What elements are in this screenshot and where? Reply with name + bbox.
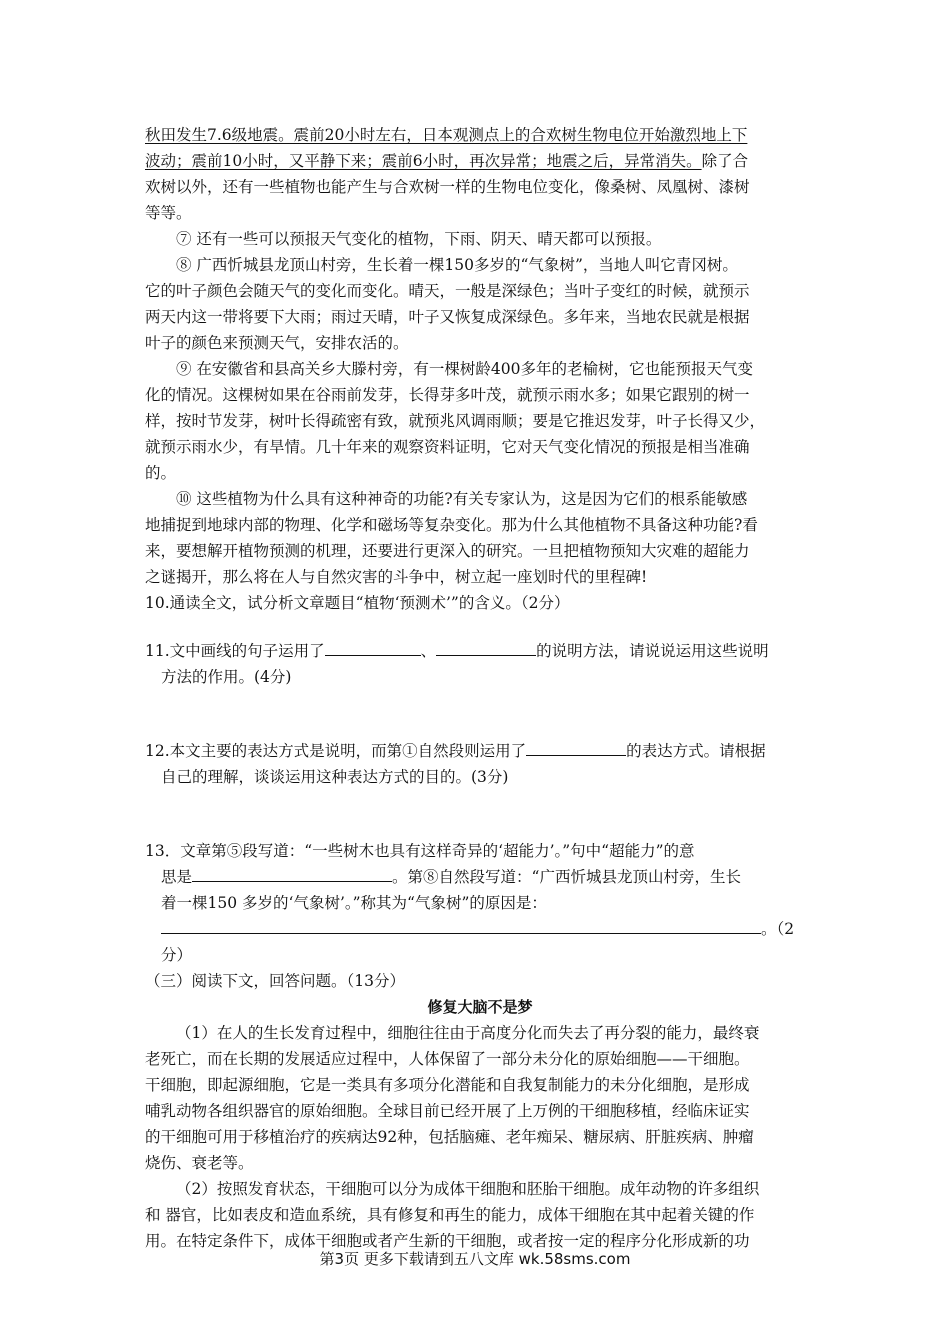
question-12-text-a: 12.本文主要的表达方式是说明，而第①自然段则运用了 [145, 742, 527, 760]
question-12-line-1 [145, 738, 815, 764]
question-12 [145, 738, 815, 790]
question-12-text-b: 的表达方式。请根据 [626, 742, 766, 760]
answer-space-10[interactable] [145, 616, 815, 638]
paragraph-8-line-4: 叶子的颜色来预测天气，安排农活的。 [145, 334, 409, 352]
question-13-end: 。（2 [761, 920, 795, 938]
answer-blank-12[interactable] [526, 738, 626, 756]
article-p1-line-5: 的干细胞可用于移植治疗的疾病达92种，包括脑瘫、老年痴呆、糖尿病、肝脏疾病、肿瘤 [145, 1128, 754, 1146]
question-11-line-1 [145, 638, 815, 664]
question-11-separator: 、 [420, 642, 437, 660]
question-10: 10.通读全文，试分析文章题目“植物‘预测术’”的含义。（2分） [145, 594, 570, 612]
question-12-line-2: 自己的理解，谈谈运用这种表达方式的目的。(3分) [161, 768, 509, 786]
question-13-line-5: 分） [161, 946, 193, 964]
paragraph-9-line-1: ⑨ 在安徽省和县高关乡大滕村旁，有一棵树龄400多年的老榆树，它也能预报天气变 [176, 360, 754, 378]
paragraph-6 [145, 122, 815, 226]
section-3-heading: （三）阅读下文，回答问题。（13分） [145, 972, 405, 990]
paragraph-8 [145, 252, 815, 356]
article-p1-line-2: 老死亡，而在长期的发展适应过程中，人体保留了一部分未分化的原始细胞——干细胞。 [145, 1050, 750, 1068]
article-title: 修复大脑不是梦 [427, 998, 533, 1016]
paragraph-9-line-3: 样，按时节发芽，树叶长得疏密有致，就预兆风调雨顺；要是它推迟发芽，叶子长得又少， [145, 412, 766, 430]
paragraph-8-line-2: 它的叶子颜色会随天气的变化而变化。晴天，一般是深绿色；当叶子变红的时候，就预示 [145, 282, 750, 300]
answer-space-12[interactable] [145, 790, 815, 838]
underlined-sentence-end: 波动；震前10小时，又平静下来；震前6小时，再次异常；地震之后，异常消失。 [145, 152, 702, 170]
question-11-text-b: 的说明方法，请说说运用这些说明 [536, 642, 769, 660]
question-13-line-3: 着一棵150 多岁的‘气象树’。”称其为“气象树”的原因是： [161, 894, 547, 912]
paragraph-7-line-1: ⑦ 还有一些可以预报天气变化的植物，下雨、阴天、晴天都可以预报。 [176, 230, 662, 248]
question-13-text-b: 。第⑧自然段写道：“广西忻城县龙顶山村旁，生长 [392, 868, 741, 886]
underlined-sentence-start: 秋田发生7.6级地震。震前20小时左右，日本观测点上的合欢树生物电位开始激烈地上下 [145, 126, 748, 144]
paragraph-9-line-5: 的。 [145, 464, 177, 482]
answer-space-11[interactable] [145, 690, 815, 738]
question-11-line-2: 方法的作用。(4分) [161, 668, 292, 686]
paragraph-8-line-3: 两天内这一带将要下大雨；雨过天晴，叶子又恢复成深绿色。多年来，当地农民就是根据 [145, 308, 750, 326]
paragraph-10 [145, 486, 815, 590]
article-p1-line-6: 烧伤、衰老等。 [145, 1154, 254, 1172]
paragraph-7 [145, 226, 815, 252]
article-p2-line-2: 和 器官，比如表皮和造血系统，具有修复和再生的能力，成体干细胞在其中起着关键的作 [145, 1206, 755, 1224]
question-13-line-4 [145, 916, 815, 942]
question-13-line-1: 13．文章第⑤段写道：“一些树木也具有这样奇异的‘超能力’。”句中“超能力”的意 [145, 842, 695, 860]
question-11 [145, 638, 815, 690]
question-11-text-a: 11.文中画线的句子运用了 [145, 642, 325, 660]
article-p2-line-1: （2）按照发育状态，干细胞可以分为成体干细胞和胚胎干细胞。成年动物的许多组织 [176, 1180, 760, 1198]
paragraph-9-line-4: 就预示雨水少，有旱情。几十年来的观察资料证明，它对天气变化情况的预报是相当准确 [145, 438, 750, 456]
paragraph-9-line-2: 化的情况。这棵树如果在谷雨前发芽，长得芽多叶茂，就预示雨水多；如果它跟别的树一 [145, 386, 750, 404]
answer-blank-13b[interactable] [161, 916, 761, 934]
answer-blank-11a[interactable] [325, 638, 421, 656]
paragraph-10-line-3: 来，要想解开植物预测的机理，还要进行更深入的研究。一旦把植物预知大灾难的超能力 [145, 542, 750, 560]
answer-blank-13a[interactable] [192, 864, 392, 882]
paragraph-10-line-2: 地捕捉到地球内部的物理、化学和磁场等复杂变化。那为什么其他植物不具备这种功能?看 [145, 516, 758, 534]
answer-blank-11b[interactable] [436, 638, 536, 656]
paragraph-6-line-3: 欢树以外，还有一些植物也能产生与合欢树一样的生物电位变化，像桑树、凤凰树、漆树 [145, 178, 750, 196]
article-p1-line-3: 干细胞，即起源细胞，它是一类具有多项分化潜能和自我复制能力的未分化细胞，是形成 [145, 1076, 750, 1094]
paragraph-6-line-4: 等等。 [145, 204, 192, 222]
paragraph-9 [145, 356, 815, 486]
paragraph-6-text: 除了合 [701, 152, 749, 170]
question-13-line-2 [145, 864, 815, 890]
article-paragraph-2 [145, 1176, 815, 1254]
page-footer: 第3页 更多下载请到五八文库 wk.58sms.com [319, 1250, 631, 1268]
article-paragraph-1 [145, 1020, 815, 1176]
paragraph-10-line-4: 之谜揭开，那么将在人与自然灾害的斗争中，树立起一座划时代的里程碑! [145, 568, 648, 586]
article-p1-line-1: （1）在人的生长发育过程中，细胞往往由于高度分化而失去了再分裂的能力，最终衰 [176, 1024, 760, 1042]
question-13-text-a: 思是 [161, 868, 193, 886]
document-page [145, 122, 815, 1254]
paragraph-8-line-1: ⑧ 广西忻城县龙顶山村旁，生长着一棵150多岁的“气象树”，当地人叫它青冈树。 [176, 256, 738, 274]
article-p1-line-4: 哺乳动物各组织器官的原始细胞。全球目前已经开展了上万例的干细胞移植，经临床证实 [145, 1102, 750, 1120]
paragraph-10-line-1: ⑩ 这些植物为什么具有这种神奇的功能?有关专家认为，这是因为它们的根系能敏感 [176, 490, 748, 508]
paragraph-6-line-2 [145, 148, 815, 174]
article-p2-line-3: 用。在特定条件下，成体干细胞或者产生新的干细胞，或者按一定的程序分化形成新的功 [145, 1232, 750, 1250]
question-13 [145, 838, 815, 968]
